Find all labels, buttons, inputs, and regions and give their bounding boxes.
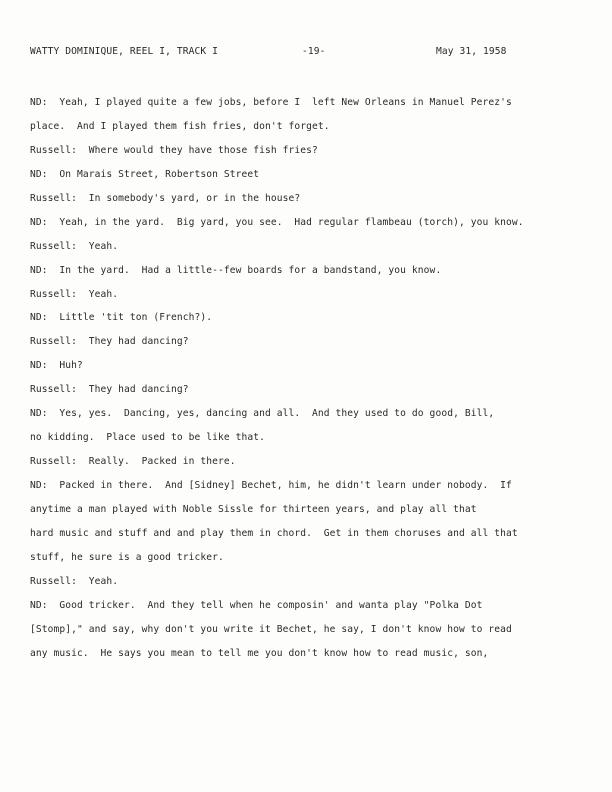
header-date: May 31, 1958 [436,46,507,57]
transcript-line: ND: Huh? [30,360,83,372]
transcript-line: Russell: They had dancing? [30,336,189,348]
transcript-line: hard music and stuff and and play them in chord. Get in them choruses and all that [30,527,518,539]
transcript-line: Russell: Where would they have those fish fries? [30,144,318,156]
transcript-line: ND: Yes, yes. Dancing, yes, dancing and all. And they used to do good, Bill, [30,408,495,420]
transcript-line: Russell: In somebody's yard, or in the house? [30,192,301,204]
transcript-line: Russell: Yeah. [30,288,119,300]
transcript-line: stuff, he sure is a good tricker. [30,551,224,563]
transcript-line: Russell: Really. Packed in there. [30,456,236,468]
transcript-line: Russell: Yeah. [30,240,119,252]
transcript-line: Russell: Yeah. [30,575,119,587]
transcript-line: ND: Yeah, in the yard. Big yard, you see. Had regular flambeau (torch), you know. [30,216,524,228]
transcript-line: ND: On Marais Street, Robertson Street [30,168,260,180]
transcript-line: ND: Good tricker. And they tell when he composin' and wanta play "Polka Dot [30,599,483,611]
transcript-body [30,96,590,671]
transcript-line: ND: Little 'tit ton (French?). [30,312,213,324]
transcript-line: place. And I played them fish fries, don't forget. [30,120,330,132]
transcript-line: Russell: They had dancing? [30,384,189,396]
transcript-line: [Stomp]," and say, why don't you write it Bechet, he say, I don't know how to read [30,623,512,635]
page-number: -19- [302,46,326,57]
transcript-line: ND: Packed in there. And [Sidney] Bechet, him, he didn't learn under nobody. If [30,480,512,491]
transcript-line: anytime a man played with Noble Sissle for thirteen years, and play all that [30,503,477,515]
header-title: WATTY DOMINIQUE, REEL I, TRACK I [30,46,219,57]
page-header [0,46,612,60]
transcript-line: any music. He says you mean to tell me you don't know how to read music, son, [30,647,489,659]
transcript-line: no kidding. Place used to be like that. [30,432,266,444]
transcript-line: ND: In the yard. Had a little--few boards for a bandstand, you know. [30,264,442,276]
transcript-line: ND: Yeah, I played quite a few jobs, before I left New Orleans in Manuel Perez's [30,97,512,108]
